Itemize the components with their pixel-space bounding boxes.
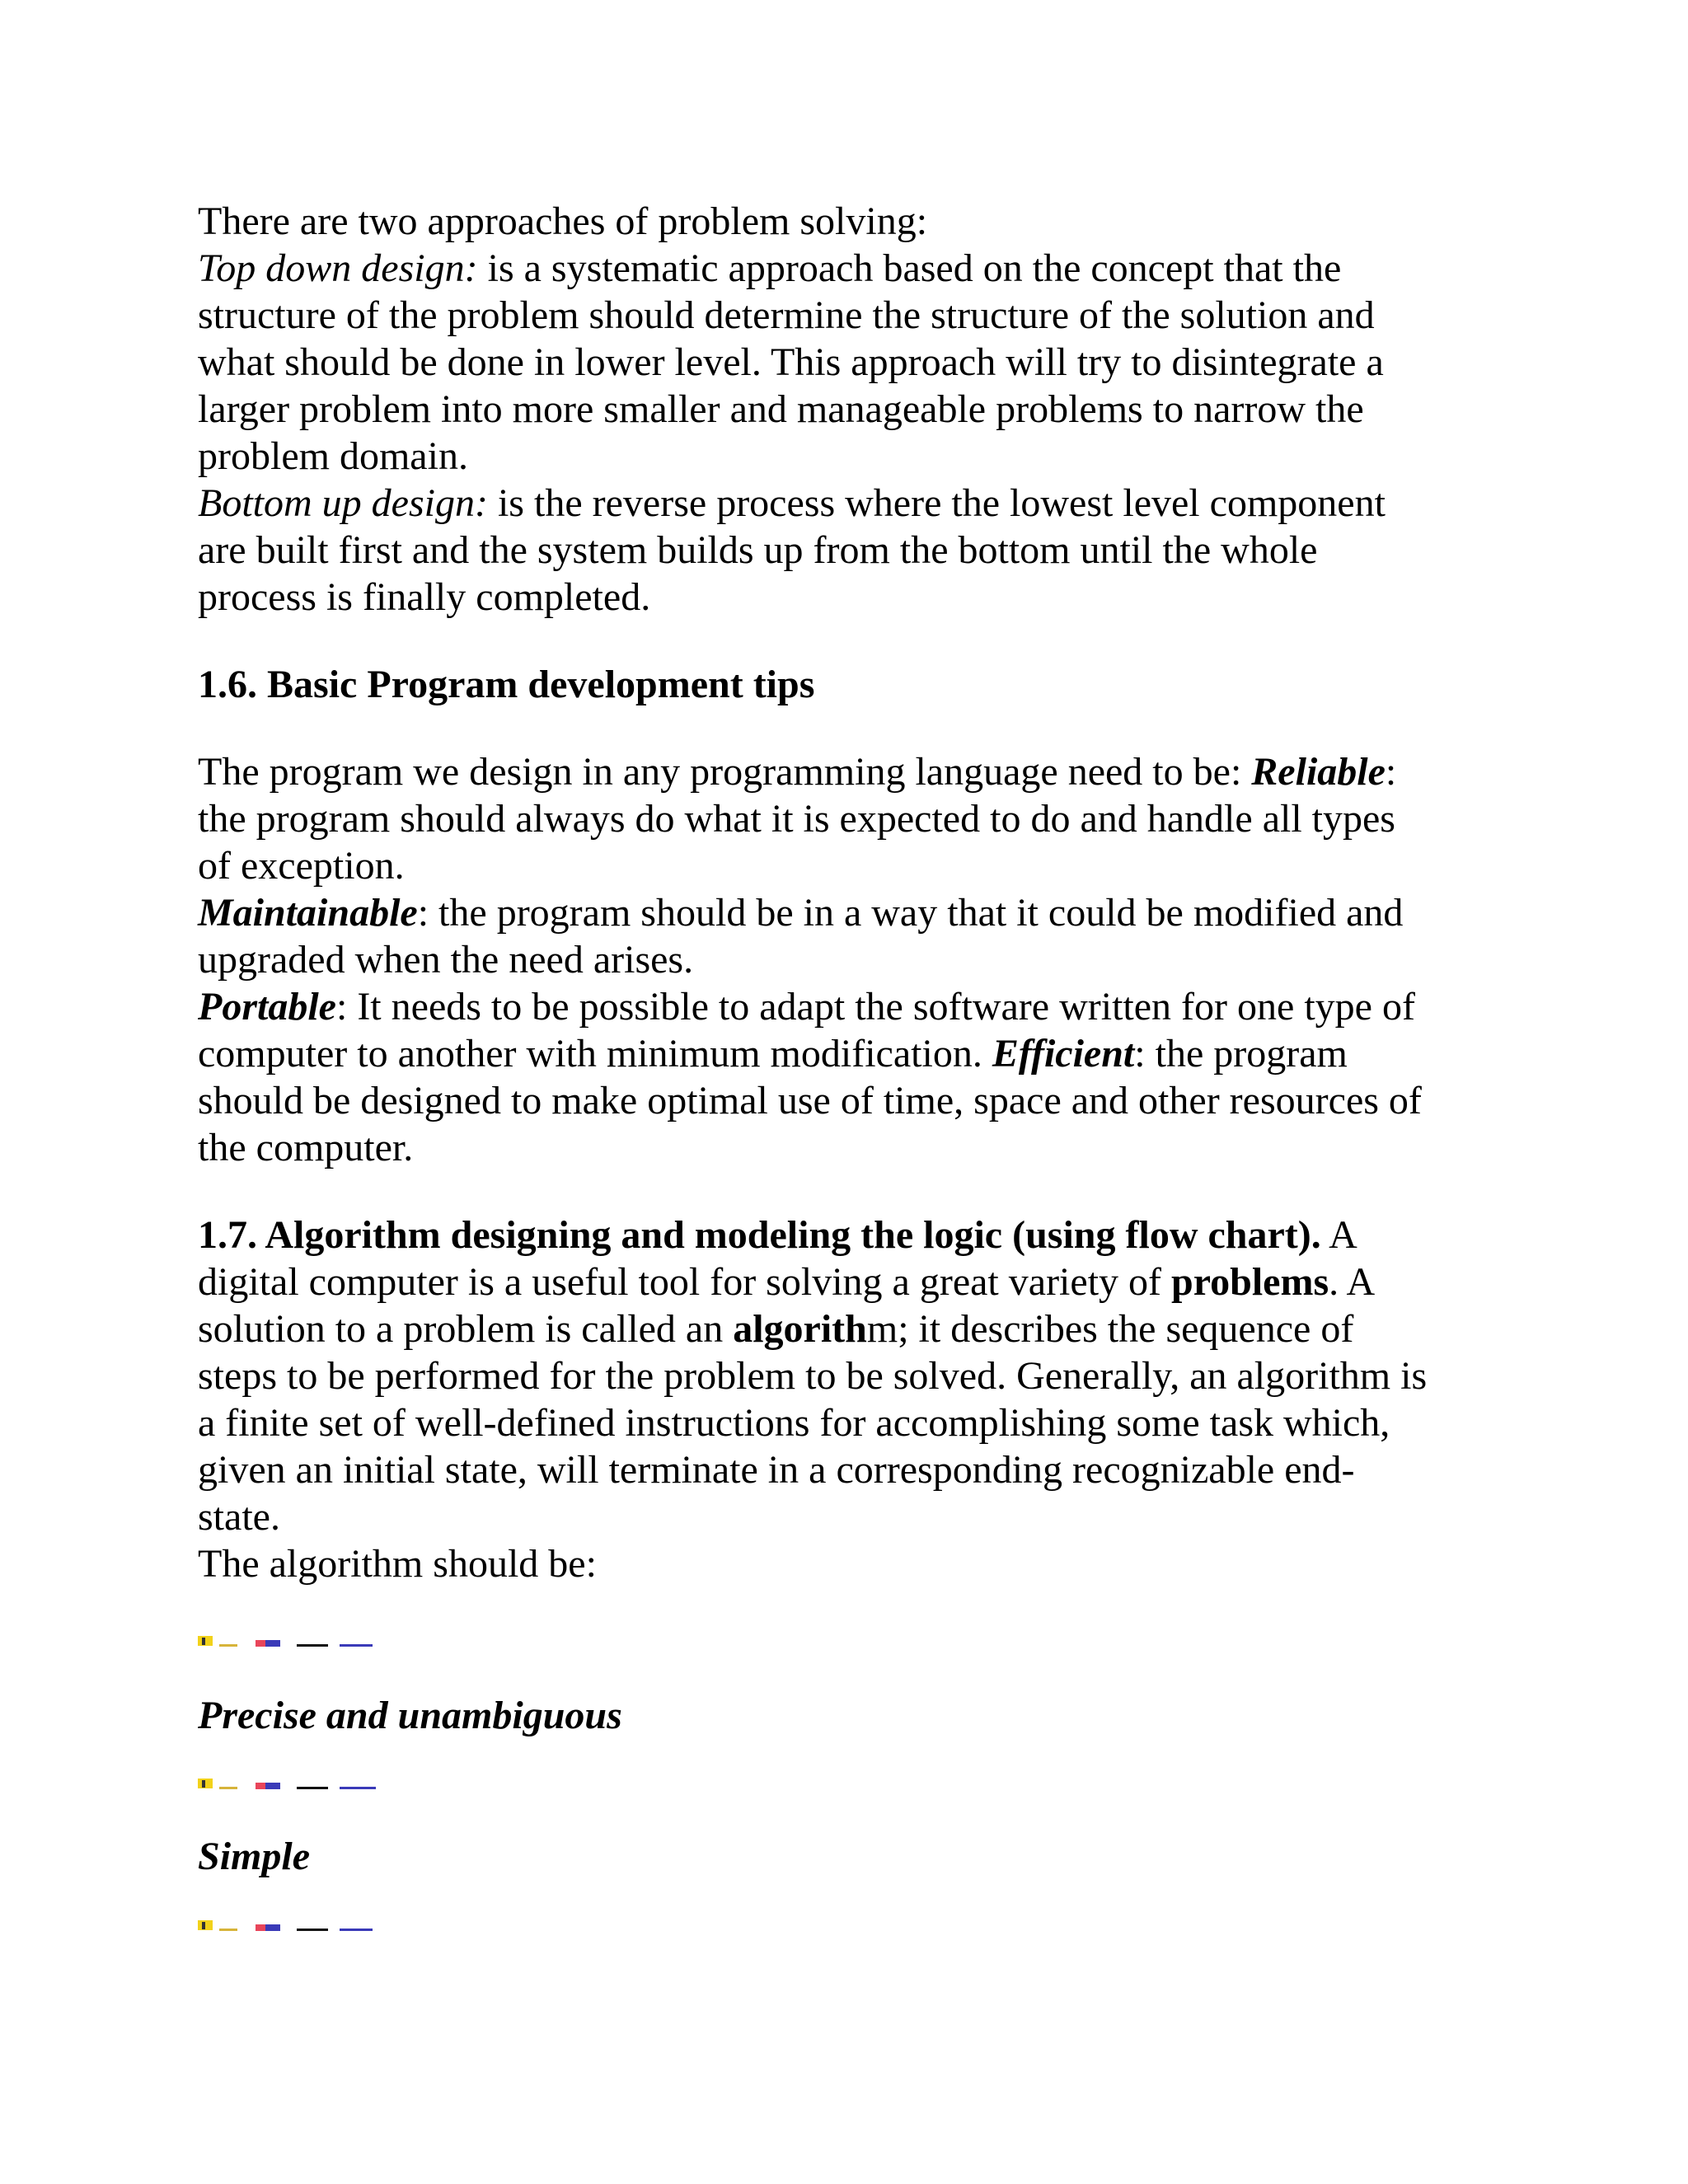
algo-line-6 xyxy=(198,1446,1355,1493)
intro-text: There are two approaches of problem solving: xyxy=(198,199,928,243)
algorithm-term: algorith xyxy=(733,1307,867,1351)
section-1-7-line-1 xyxy=(198,1212,1357,1258)
algo-line-4 xyxy=(198,1352,1427,1399)
tips-line-3 xyxy=(198,842,405,889)
precise-term: Precise and unambiguous xyxy=(198,1694,622,1737)
body-text: : It needs to be possible to adapt the software written for one type of xyxy=(335,985,1415,1029)
body-text: problem domain. xyxy=(198,434,468,478)
body-text: steps to be performed for the problem to be solved. Generally, an algorithm is xyxy=(198,1354,1428,1398)
bottom-up-term: Bottom up design: xyxy=(198,481,488,525)
body-text: . A xyxy=(1329,1260,1376,1304)
tips-line-5 xyxy=(198,936,693,983)
bottom-up-line-1 xyxy=(198,480,1386,527)
top-down-line-1 xyxy=(198,245,1341,292)
body-text: digital computer is a useful tool for solving a great variety of xyxy=(198,1260,1172,1304)
body-text: process is finally completed. xyxy=(198,575,651,619)
top-down-line-5 xyxy=(198,433,468,480)
body-text: given an initial state, will terminate in a corresponding recognizable end- xyxy=(198,1448,1355,1492)
body-text: : xyxy=(1385,750,1397,794)
tips-line-1 xyxy=(198,748,1396,795)
bullet-image xyxy=(198,1636,379,1647)
body-text: upgraded when the need arises. xyxy=(198,938,694,982)
tips-line-7 xyxy=(198,1030,1348,1077)
body-text: should be designed to make optimal use of time, space and other resources of xyxy=(198,1079,1422,1122)
top-down-term: Top down design: xyxy=(198,246,478,290)
body-text: : the program xyxy=(1134,1032,1348,1076)
body-text: of exception. xyxy=(198,844,405,888)
problems-term: problems xyxy=(1171,1260,1329,1304)
efficient-term: Efficient xyxy=(992,1032,1135,1076)
body-text: are built first and the system builds up from the bottom until the whole xyxy=(198,528,1318,572)
algo-line-2 xyxy=(198,1258,1375,1305)
body-text: solution to a problem is called an xyxy=(198,1307,734,1351)
tips-line-2 xyxy=(198,795,1395,842)
body-text: the computer. xyxy=(198,1126,414,1169)
top-down-line-2 xyxy=(198,292,1375,339)
requirement-item-1 xyxy=(198,1692,622,1739)
bullet-image xyxy=(198,1920,379,1932)
maintainable-term: Maintainable xyxy=(198,891,418,935)
body-text: : the program should be in a way that it could be modified and xyxy=(417,891,1404,935)
tips-line-9 xyxy=(198,1124,413,1171)
requirement-item-2 xyxy=(198,1833,310,1880)
top-down-line-4 xyxy=(198,386,1364,433)
body-text: the program should always do what it is expected to do and handle all types xyxy=(198,797,1395,841)
algo-line-7 xyxy=(198,1493,280,1540)
algo-line-5 xyxy=(198,1399,1390,1446)
bullet-image xyxy=(198,1779,379,1790)
body-text: a finite set of well-defined instructions for accomplishing some task which, xyxy=(198,1401,1390,1445)
body-text: The algorithm should be: xyxy=(198,1542,597,1586)
tips-line-6 xyxy=(198,983,1415,1030)
section-1-7-heading: 1.7. Algorithm designing and modeling the logic (using flow chart). xyxy=(198,1213,1321,1257)
portable-term: Portable xyxy=(198,985,336,1029)
body-text: structure of the problem should determine the structure of the solution and xyxy=(198,293,1375,337)
body-text: state. xyxy=(198,1495,280,1539)
algo-line-3 xyxy=(198,1305,1353,1352)
bottom-up-line-3 xyxy=(198,574,650,621)
bottom-up-text: is the reverse process where the lowest level component xyxy=(487,481,1386,525)
body-text: larger problem into more smaller and manageable problems to narrow the xyxy=(198,387,1364,431)
top-down-text: is a systematic approach based on the concept that the xyxy=(477,246,1342,290)
reliable-term: Reliable xyxy=(1251,750,1386,794)
simple-term: Simple xyxy=(198,1835,311,1878)
bottom-up-line-2 xyxy=(198,527,1317,574)
tips-line-8 xyxy=(198,1077,1422,1124)
top-down-line-3 xyxy=(198,339,1384,386)
body-text: what should be done in lower level. This approach will try to disintegrate a xyxy=(198,340,1384,384)
body-text: computer to another with minimum modification. xyxy=(198,1032,992,1076)
body-text: A xyxy=(1320,1213,1357,1257)
heading-text: 1.6. Basic Program development tips xyxy=(198,663,815,706)
body-text: The program we design in any programming language need to be: xyxy=(198,750,1252,794)
section-1-6-heading xyxy=(198,661,814,708)
body-text: m; it describes the sequence of xyxy=(866,1307,1354,1351)
algo-line-8 xyxy=(198,1540,597,1587)
tips-line-4 xyxy=(198,889,1403,936)
intro-line xyxy=(198,198,927,245)
